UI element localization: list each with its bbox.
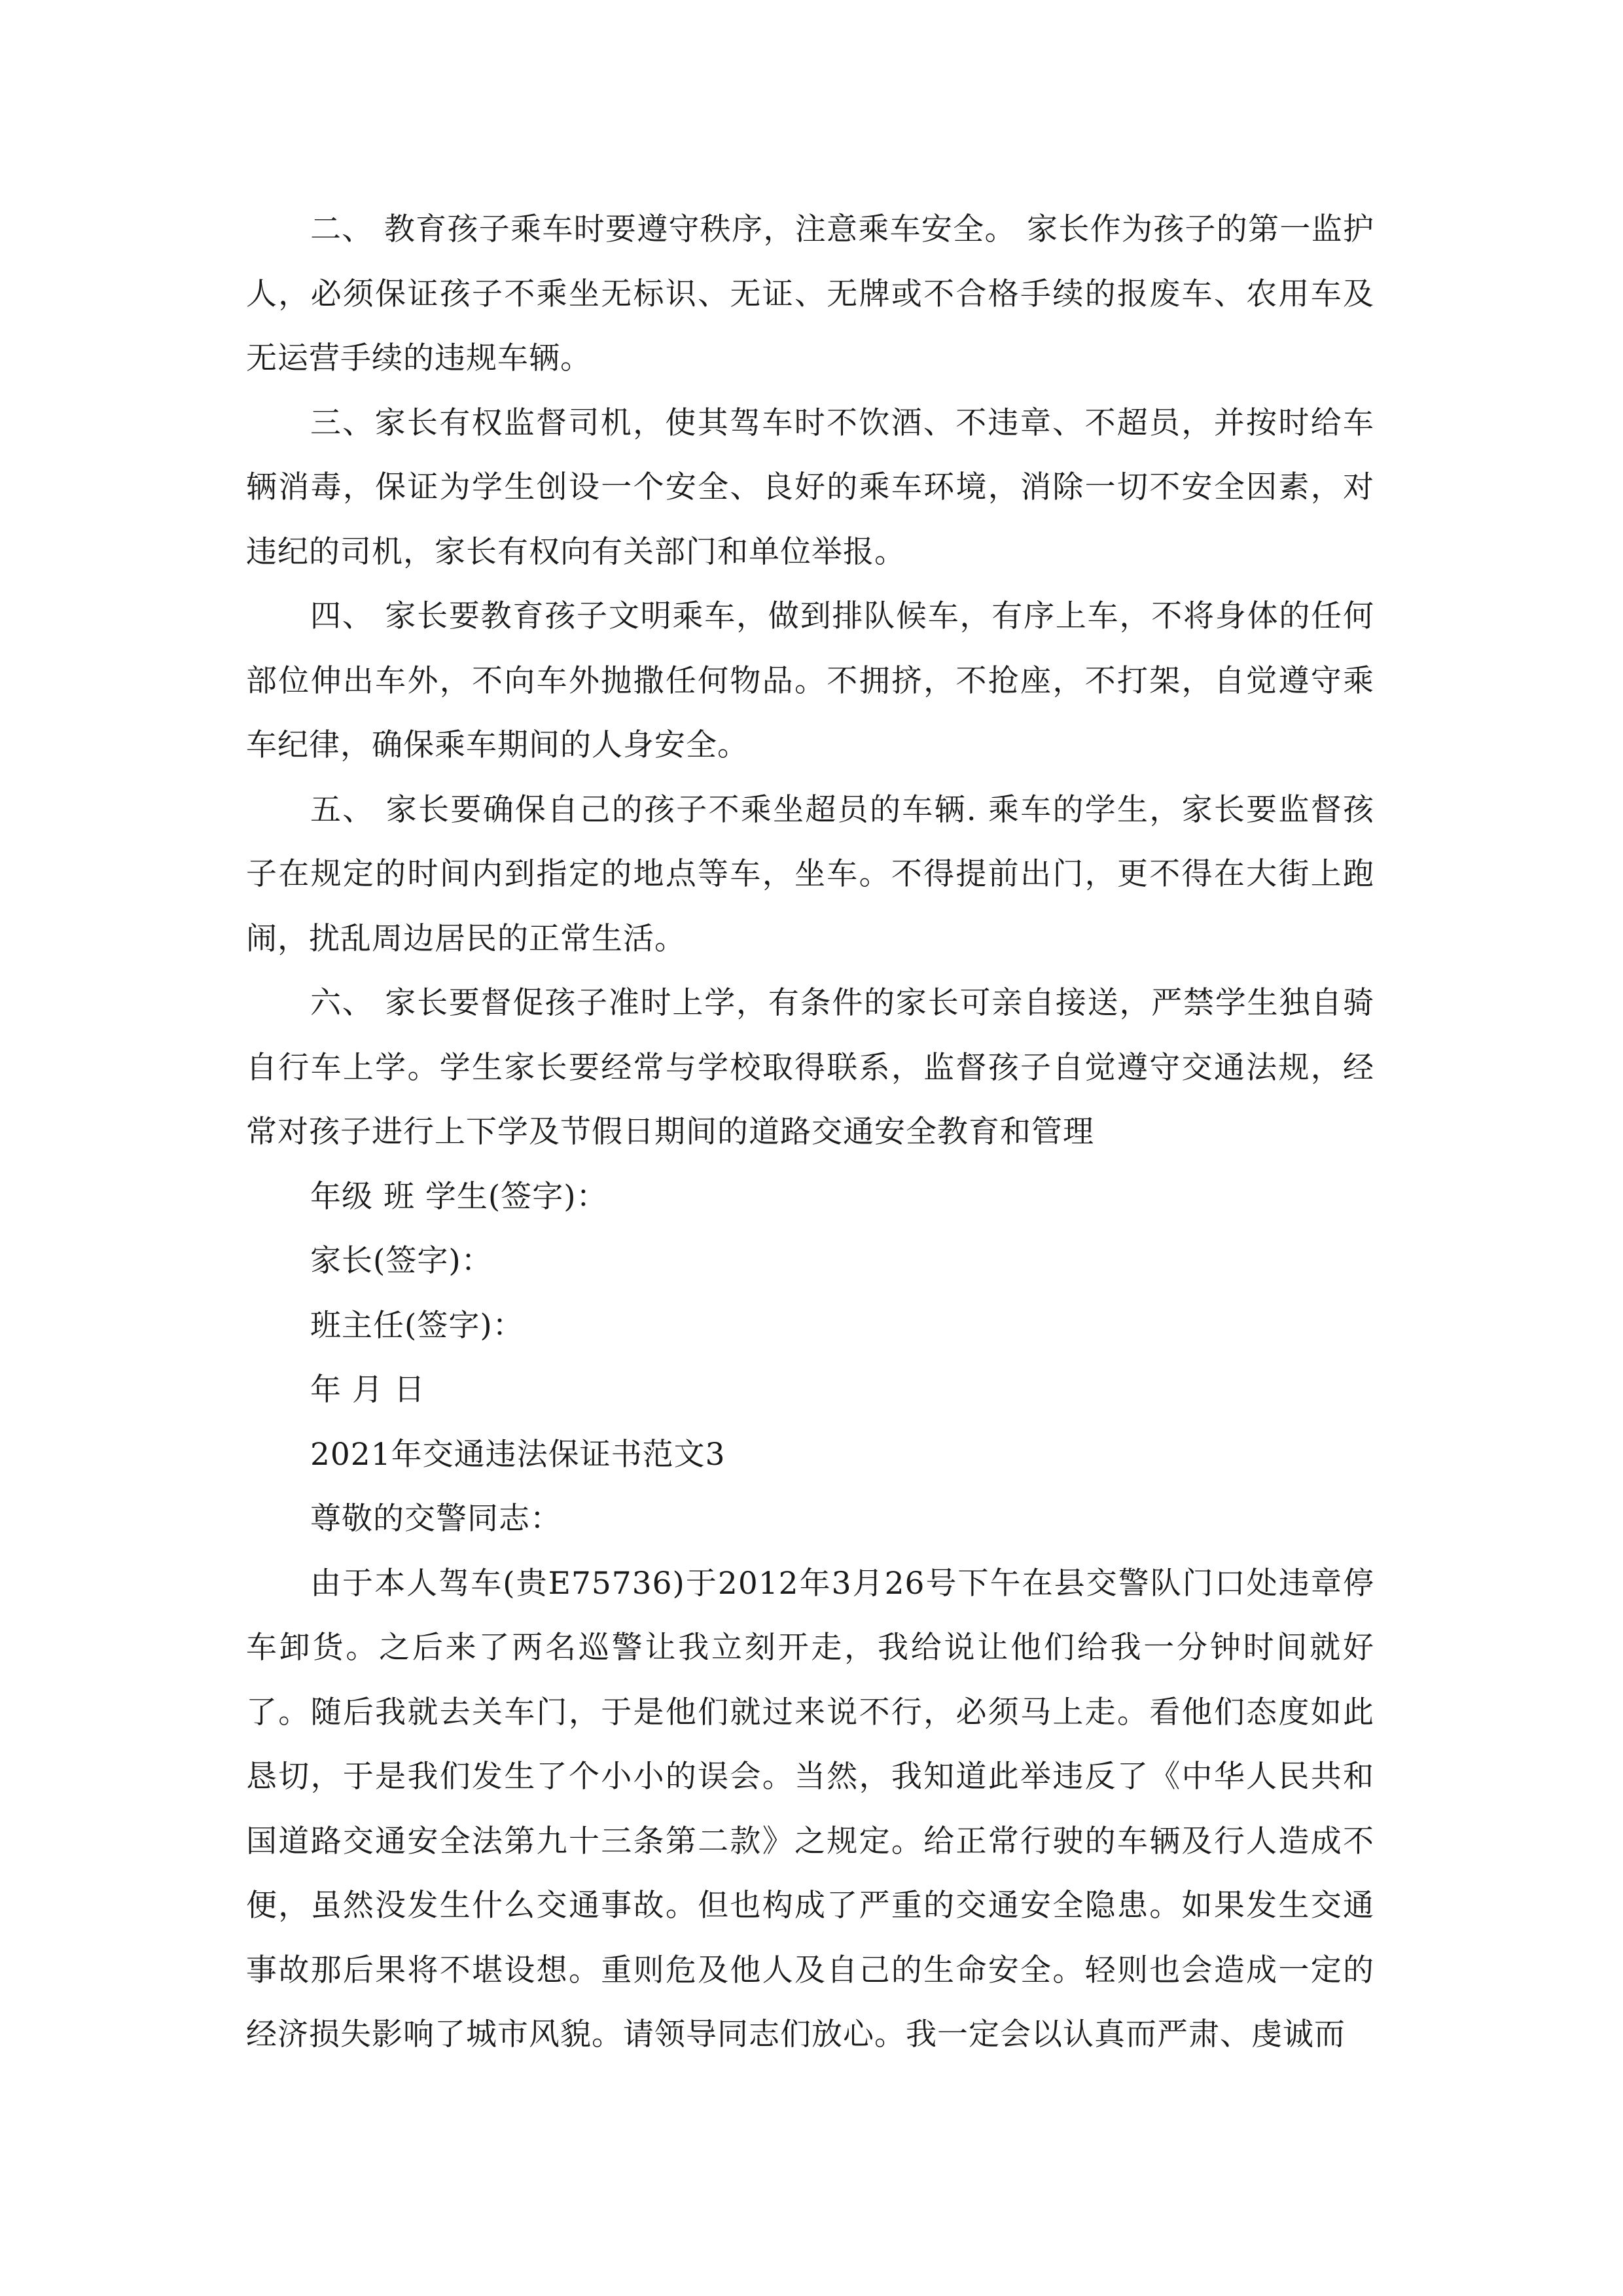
signature-grade-class-student: 年级 班 学生(签字)：: [310, 1178, 608, 1215]
signature-date: 年 月 日: [310, 1372, 425, 1408]
paragraph-3: 三、家长有权监督司机，使其驾车时不饮酒、不违章、不超员，并按时给车辆消毒，保证为学生创设一个安全、良好的乘车环境，消除一切不安全因素，对违纪的司机，家长有权向有关部门和单位举报。: [246, 404, 1374, 570]
section-title: 2021年交通违法保证书范文3: [310, 1436, 726, 1473]
paragraph-6: 六、 家长要督促孩子准时上学，有条件的家长可亲自接送，严禁学生独自骑自行车上学。学生家长要经常与学校取得联系，监督孩子自觉遵守交通法规，经常对孩子进行上下学及节假日期间的道路交通安全教育和管理: [246, 985, 1374, 1150]
signature-head-teacher: 班主任(签字)：: [310, 1307, 524, 1344]
signature-parent: 家长(签字)：: [310, 1243, 493, 1279]
paragraph-4: 四、 家长要教育孩子文明乘车，做到排队候车，有序上车，不将身体的任何部位伸出车外，不向车外抛撒任何物品。不拥挤，不抢座，不打架，自觉遵守乘车纪律，确保乘车期间的人身安全。: [246, 598, 1374, 763]
salutation: 尊敬的交警同志：: [310, 1501, 562, 1537]
paragraph-2: 二、 教育孩子乘车时要遵守秩序，注意乘车安全。 家长作为孩子的第一监护人，必须保证孩子不乘坐无标识、无证、无牌或不合格手续的报废车、农用车及无运营手续的违规车辆。: [246, 211, 1374, 376]
paragraph-5: 五、 家长要确保自己的孩子不乘坐超员的车辆. 乘车的学生，家长要监督孩子在规定的时间内到指定的地点等车，坐车。不得提前出门，更不得在大街上跑闹，扰乱周边居民的正常生活。: [246, 791, 1374, 957]
body-paragraph: 由于本人驾车(贵E75736)于2012年3月26号下午在县交警队门口处违章停车卸货。之后来了两名巡警让我立刻开走，我给说让他们给我一分钟时间就好了。随后我就去关车门，于是他们就过来说不行，必须马上走。看他们态度如此恳切，于是我们发生了个小小的误会。当然，我知道此举违反了《中华人民共和国道路交通安全法第九十三条第二款》之规定。给正常行驶的车辆及行人造成不便，虽然没发生什么交通事故。但也构成了严重的交通安全隐患。如果发生交通事故那后果将不堪设想。重则危及他人及自己的生命安全。轻则也会造成一定的经济损失影响了城市风貌。请领导同志们放心。我一定会以认真而严肃、虔诚而: [246, 1565, 1374, 2053]
